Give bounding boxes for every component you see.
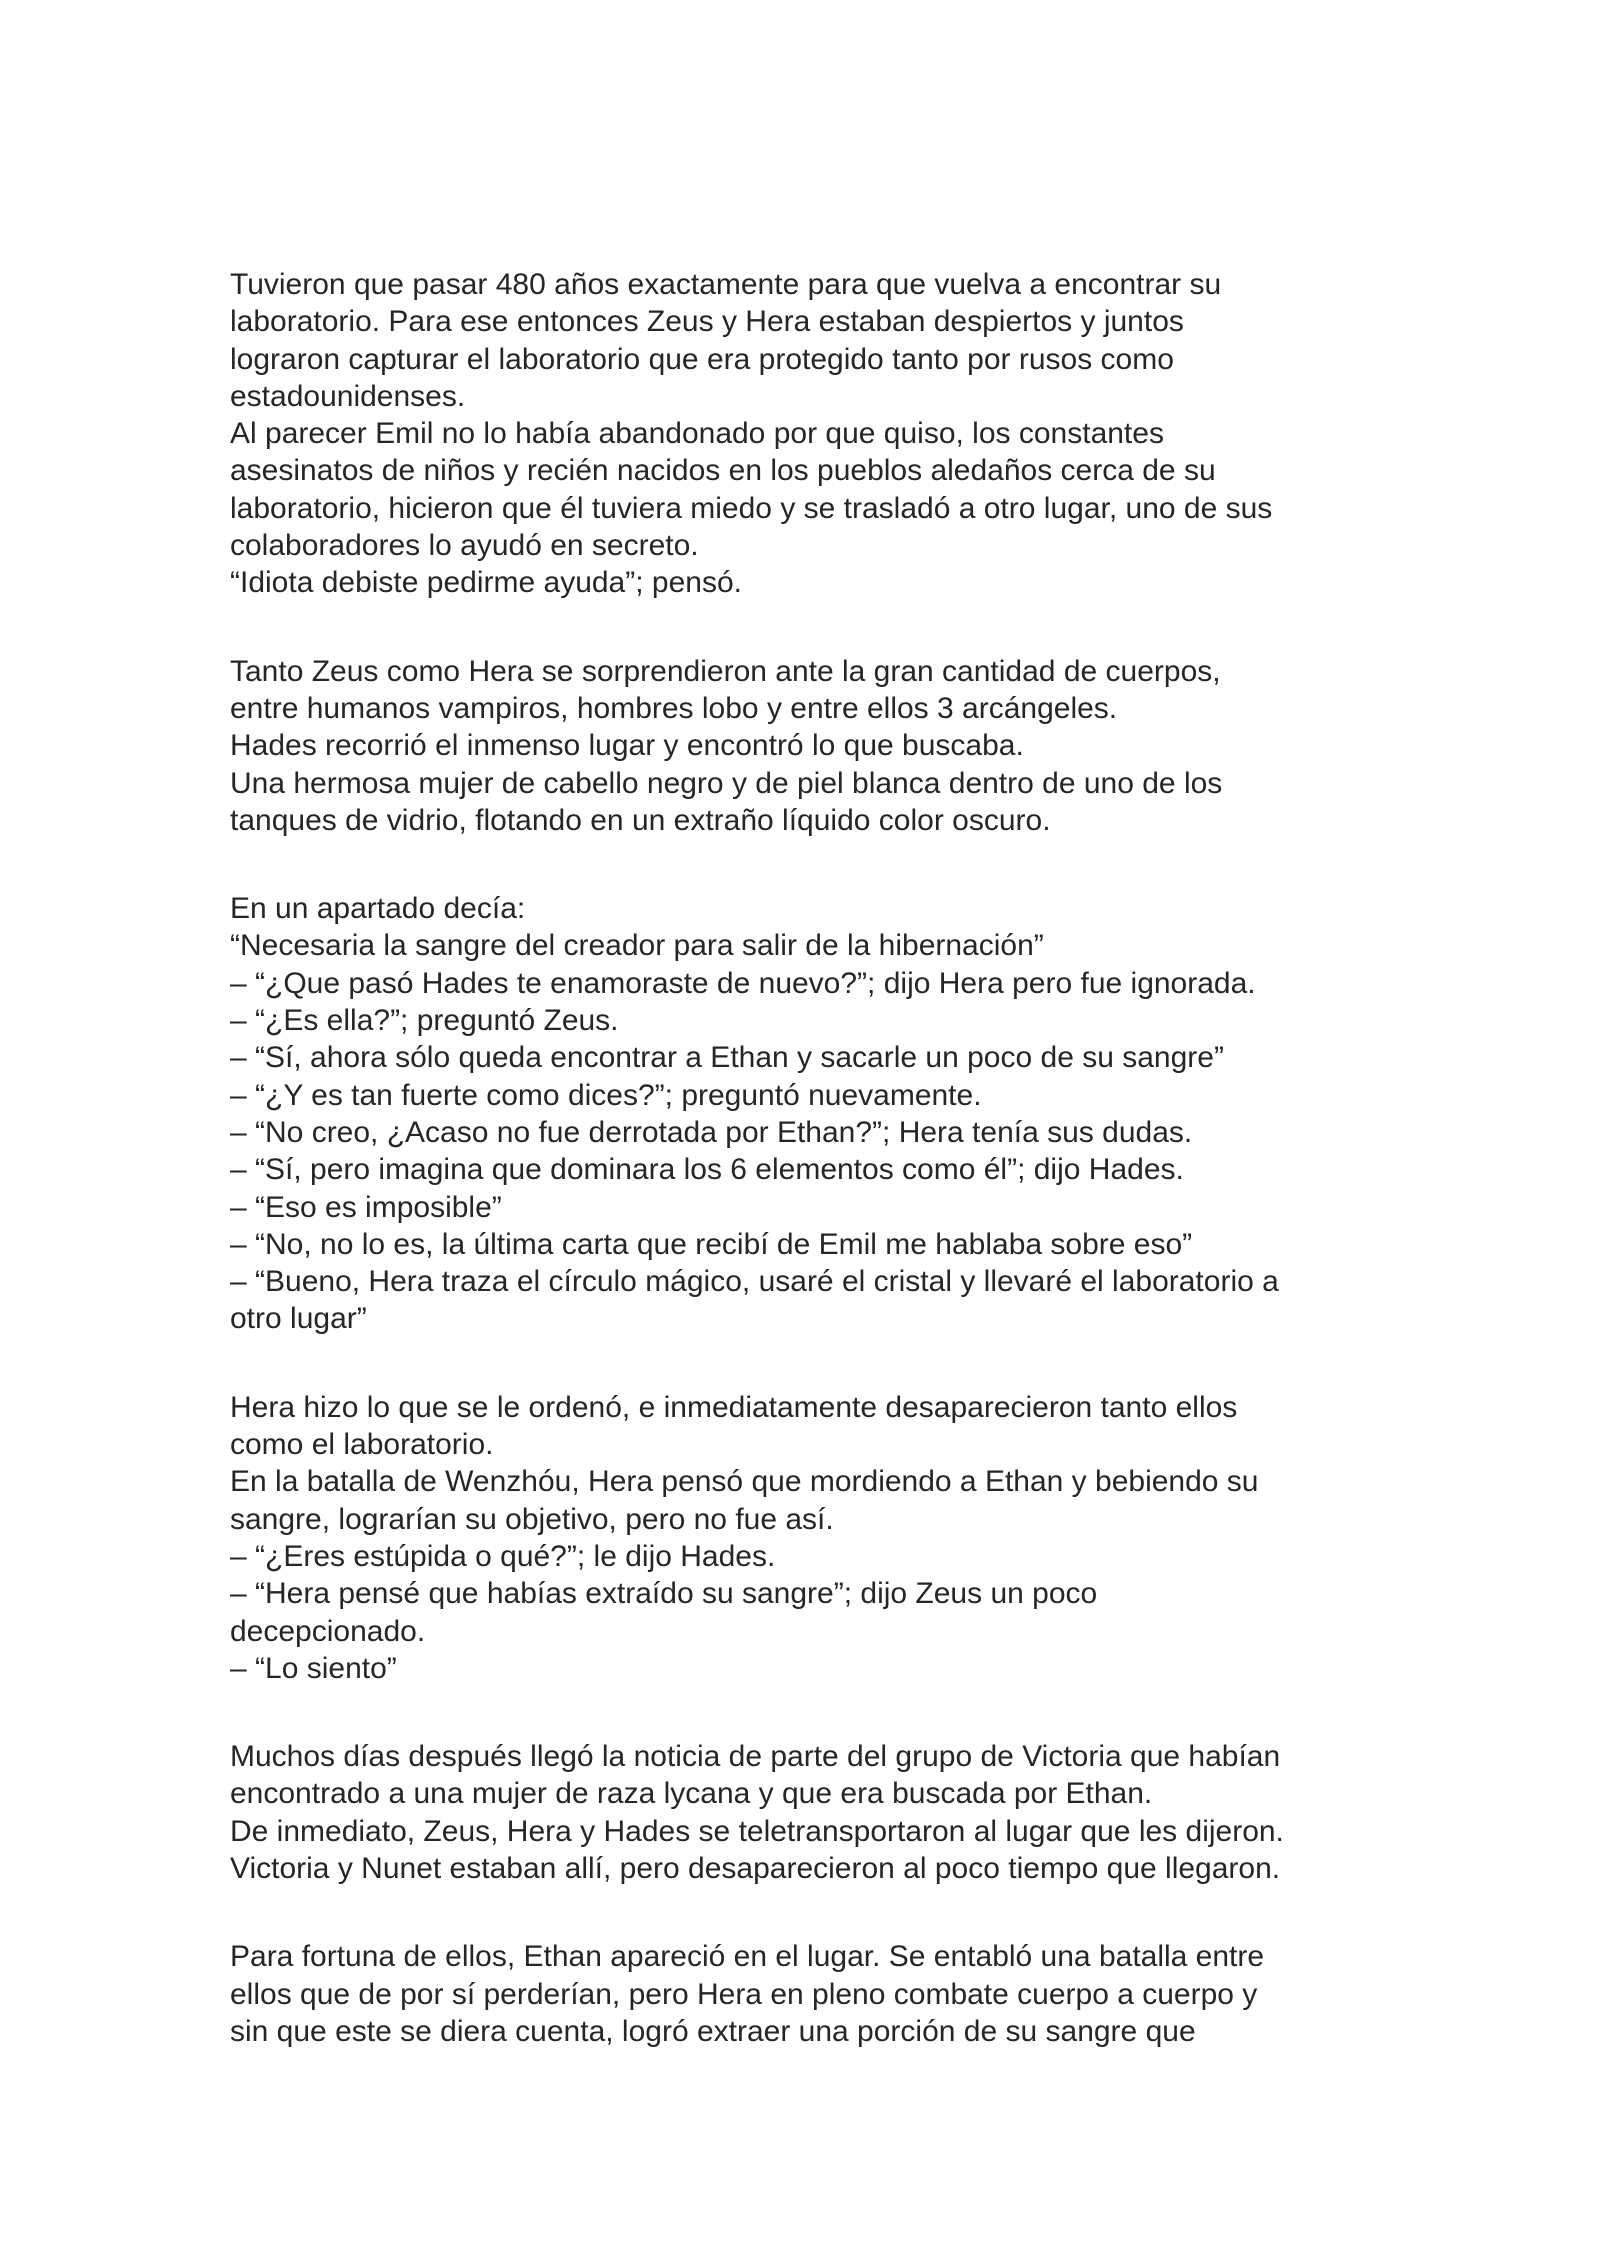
text-line: entre humanos vampiros, hombres lobo y entre ellos 3 arcángeles. (230, 691, 1118, 725)
text-line: En un apartado decía: (230, 892, 526, 926)
paragraph (230, 1938, 1390, 2050)
text-line: lograron capturar el laboratorio que era protegido tanto por rusos como (230, 342, 1174, 376)
text-line: – “No, no lo es, la última carta que recibí de Emil me hablaba sobre eso” (230, 1227, 1193, 1261)
text-line: Tanto Zeus como Hera se sorprendieron ante la gran cantidad de cuerpos, (230, 654, 1221, 688)
text-line: asesinatos de niños y recién nacidos en los pueblos aledaños cerca de su (230, 454, 1216, 488)
text-line: colaboradores lo ayudó en secreto. (230, 529, 699, 563)
paragraph (230, 653, 1390, 839)
text-line: otro lugar” (230, 1302, 367, 1336)
text-line: – “Bueno, Hera traza el círculo mágico, usaré el cristal y llevaré el laboratorio a (230, 1265, 1279, 1299)
text-line: encontrado a una mujer de raza lycana y que era buscada por Ethan. (230, 1777, 1153, 1811)
text-line: Tuvieron que pasar 480 años exactamente para que vuelva a encontrar su (230, 268, 1222, 301)
text-line: laboratorio. Para ese entonces Zeus y Hera estaban despiertos y juntos (230, 305, 1184, 339)
text-line: Al parecer Emil no lo había abandonado por que quiso, los constantes (230, 417, 1164, 451)
paragraph (230, 266, 1390, 602)
text-line: – “Sí, pero imagina que dominara los 6 elementos como él”; dijo Hades. (230, 1153, 1184, 1187)
text-line: Victoria y Nunet estaban allí, pero desaparecieron al poco tiempo que llegaron. (230, 1851, 1281, 1885)
text-line: – “No creo, ¿Acaso no fue derrotada por Ethan?”; Hera tenía sus dudas. (230, 1115, 1193, 1149)
text-line: – “Eso es imposible” (230, 1190, 502, 1224)
text-line: De inmediato, Zeus, Hera y Hades se teletransportaron al lugar que les dijeron. (230, 1814, 1284, 1848)
text-line: Hades recorrió el inmenso lugar y encontró lo que buscaba. (230, 729, 1024, 763)
text-line: ellos que de por sí perderían, pero Hera en pleno combate cuerpo a cuerpo y (230, 1977, 1258, 2011)
text-line: laboratorio, hicieron que él tuviera miedo y se trasladó a otro lugar, uno de sus (230, 491, 1273, 525)
paragraph (230, 890, 1390, 1338)
text-line: decepcionado. (230, 1614, 426, 1648)
text-line: Una hermosa mujer de cabello negro y de piel blanca dentro de uno de los (230, 766, 1223, 800)
text-line: – “¿Y es tan fuerte como dices?”; preguntó nuevamente. (230, 1078, 982, 1112)
text-line: sin que este se diera cuenta, logró extraer una porción de su sangre que (230, 2014, 1196, 2048)
document-body (230, 266, 1390, 2101)
text-line: Hera hizo lo que se le ordenó, e inmediatamente desaparecieron tanto ellos (230, 1390, 1238, 1424)
text-line: como el laboratorio. (230, 1428, 494, 1462)
paragraph (230, 1389, 1390, 1687)
text-line: En la batalla de Wenzhóu, Hera pensó que mordiendo a Ethan y bebiendo su (230, 1465, 1259, 1499)
text-line: Muchos días después llegó la noticia de parte del grupo de Victoria que habían (230, 1740, 1281, 1774)
text-line: – “Lo siento” (230, 1651, 397, 1685)
text-line: tanques de vidrio, flotando en un extraño líquido color oscuro. (230, 803, 1051, 837)
text-line: – “¿Es ella?”; preguntó Zeus. (230, 1004, 619, 1038)
text-line: – “¿Eres estúpida o qué?”; le dijo Hades. (230, 1539, 776, 1573)
paragraph (230, 1738, 1390, 1887)
text-line: “Necesaria la sangre del creador para salir de la hibernación” (230, 929, 1044, 963)
text-line: – “Hera pensé que habías extraído su sangre”; dijo Zeus un poco (230, 1577, 1098, 1611)
text-line: sangre, lograrían su objetivo, pero no fue así. (230, 1502, 834, 1536)
text-line: Para fortuna de ellos, Ethan apareció en el lugar. Se entabló una batalla entre (230, 1940, 1265, 1974)
text-line: – “¿Que pasó Hades te enamoraste de nuevo?”; dijo Hera pero fue ignorada. (230, 966, 1256, 1000)
text-line: estadounidenses. (230, 379, 466, 413)
text-line: – “Sí, ahora sólo queda encontrar a Ethan y sacarle un poco de su sangre” (230, 1041, 1224, 1075)
text-line: “Idiota debiste pedirme ayuda”; pensó. (230, 566, 742, 600)
